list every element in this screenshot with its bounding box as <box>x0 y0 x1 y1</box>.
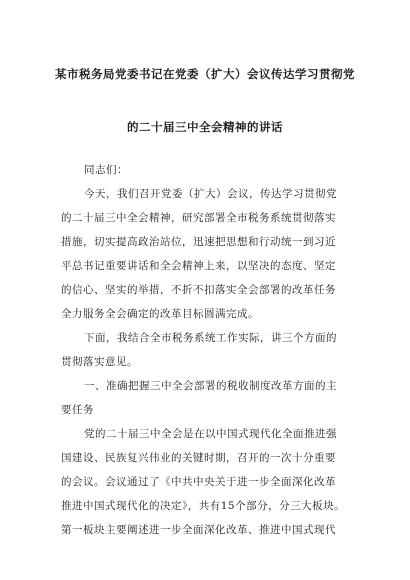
body-line: 的二十届三中全会精神，研究部署全市税务系统贯彻落实 <box>61 212 336 224</box>
section-heading-line: 一、准确把握三中全会部署的税收制度改革方面的主 <box>84 380 337 392</box>
document-title-line-1: 某市税务局党委书记在党委（扩大）会议传达学习贯彻党 <box>55 67 355 81</box>
document-title-line-2: 的二十届三中全会精神的讲话 <box>127 120 283 134</box>
body-line: 贯彻落实意见。 <box>61 356 138 368</box>
body-line: 今天，我们召开党委（扩大）会议，传达学习贯彻党 <box>84 188 337 200</box>
body-line: 的会议。会议通过了《中共中央关于进一步全面深化改革 <box>61 476 336 488</box>
body-line: 措施，切实提高政治站位，迅速把思想和行动统一到习近 <box>61 236 336 248</box>
section-heading-line: 要任务 <box>61 404 94 416</box>
body-line: 党的二十届三中全会是在以中国式现代化全面推进强 <box>84 428 337 440</box>
body-line: 国建设、民族复兴伟业的关键时期，召开的一次十分重要 <box>61 452 336 464</box>
body-line: 全力服务全会确定的改革目标圆满完成。 <box>61 308 259 320</box>
salutation: 同志们： <box>84 164 128 176</box>
body-line: 下面，我结合全市税务系统工作实际，讲三个方面的 <box>84 332 337 344</box>
body-line: 平总书记重要讲话和全会精神上来，以坚决的态度、坚定 <box>61 260 336 272</box>
body-line: 的信心、坚实的举措，不折不扣落实全会部署的改革任务 <box>61 284 336 296</box>
body-line: 第一板块主要阐述进一步全面深化改革、推进中国式现代 <box>61 524 336 536</box>
body-line: 推进中国式现代化的决定》，共有15个部分，分三大板块。 <box>61 500 346 512</box>
